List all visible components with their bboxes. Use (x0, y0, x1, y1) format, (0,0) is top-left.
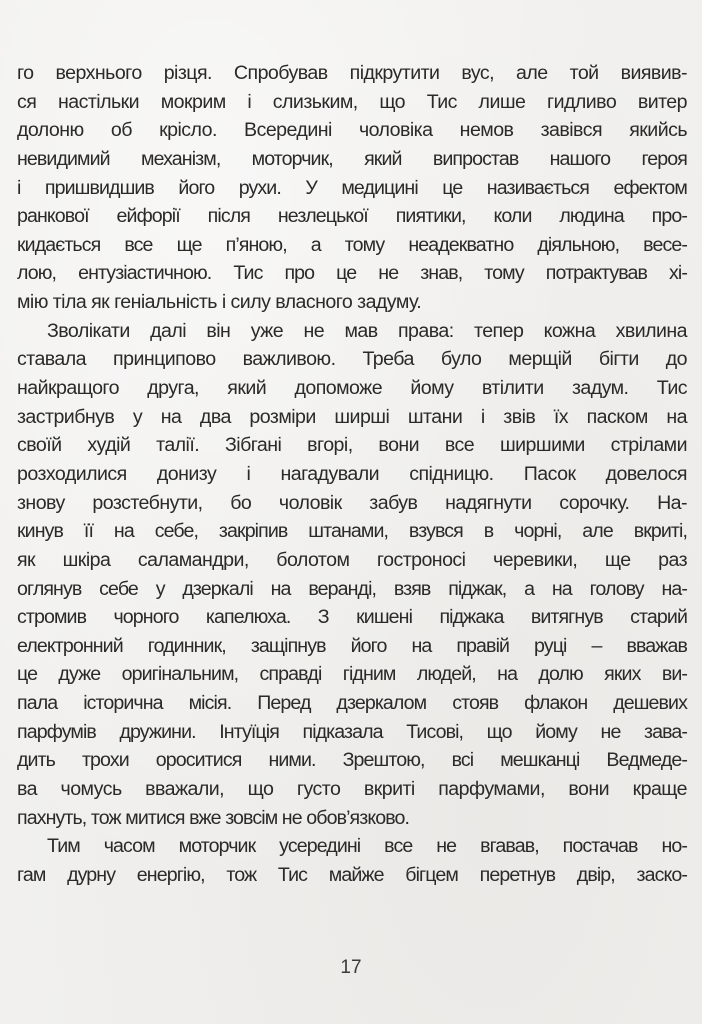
text-line-indented: Зволікати далі він уже не мав права: тепер кожна хвилина (47, 319, 687, 342)
text-line: це дуже оригінальним, справді гідним людей, на долю яких ви- (17, 663, 687, 686)
text-line: пала історична місія. Перед дзеркалом стояв флакон дешевих (17, 692, 687, 715)
text-line: знову розстебнути, бо чоловік забув надягнути сорочку. На- (17, 491, 687, 514)
text-line: ставала принципово важливою. Треба було мерщій бігти до (17, 348, 687, 371)
text-line: ранкової ейфорії після незлецької пиятики, коли людина про- (17, 205, 687, 228)
body-text (17, 59, 687, 890)
text-line: пахнуть, тож митися вже зовсім не обов’язково. (17, 806, 410, 829)
text-line: дить трохи ороситися ними. Зрештою, всі мешканці Ведмеде- (17, 749, 687, 772)
text-line: кидається все ще п’яною, а тому неадекватно діяльною, весе- (17, 233, 687, 256)
page-number: 17 (340, 957, 362, 978)
text-line: електронний годинник, защіпнув його на правій руці – вважав (17, 634, 687, 657)
text-line: найкращого друга, який допоможе йому втілити задум. Тис (17, 377, 687, 400)
text-line: мію тіла як геніальність і силу власного задуму. (17, 291, 422, 314)
text-line: оглянув себе у дзеркалі на веранді, взяв піджак, а на голову на- (17, 577, 687, 600)
text-line: розходилися донизу і нагадували спідницю. Пасок довелося (17, 462, 687, 485)
text-line: своїй худій талії. Зібгані вгорі, вони все ширшими стрілами (17, 434, 687, 457)
text-line: невидимий механізм, моторчик, який випростав нашого героя (17, 147, 687, 170)
text-line: ва чомусь вважали, що густо вкриті парфумами, вони краще (17, 778, 687, 801)
text-line: парфумів дружини. Інтуїція підказала Тисові, що йому не зава- (17, 720, 687, 743)
text-line: як шкіра саламандри, болотом гостроносі черевики, ще раз (17, 548, 687, 571)
text-line: застрибнув у на два розміри ширші штани і звів їх паском на (17, 405, 687, 428)
text-line: кинув її на себе, закріпив штанами, взувся в чорні, але вкриті, (17, 520, 687, 543)
text-line: го верхнього різця. Спробував підкрутити вус, але той виявив- (17, 62, 687, 84)
text-line: гам дурну енергію, тож Тис майже бігцем перетнув двір, заско- (17, 863, 687, 886)
text-line: долоню об крісло. Всередині чоловіка немов завівся якийсь (17, 119, 687, 142)
text-line: лою, ентузіастичною. Тис про це не знав, тому потрактував хі- (17, 262, 687, 285)
text-line: ся настільки мокрим і слизьким, що Тис лише гидливо витер (17, 90, 687, 113)
text-line-indented: Тим часом моторчик усередині все не вгавав, постачав но- (47, 835, 687, 858)
text-line: і пришвидшив його рухи. У медицині це називається ефектом (17, 176, 687, 199)
text-line: стромив чорного капелюха. З кишені піджака витягнув старий (17, 606, 687, 629)
